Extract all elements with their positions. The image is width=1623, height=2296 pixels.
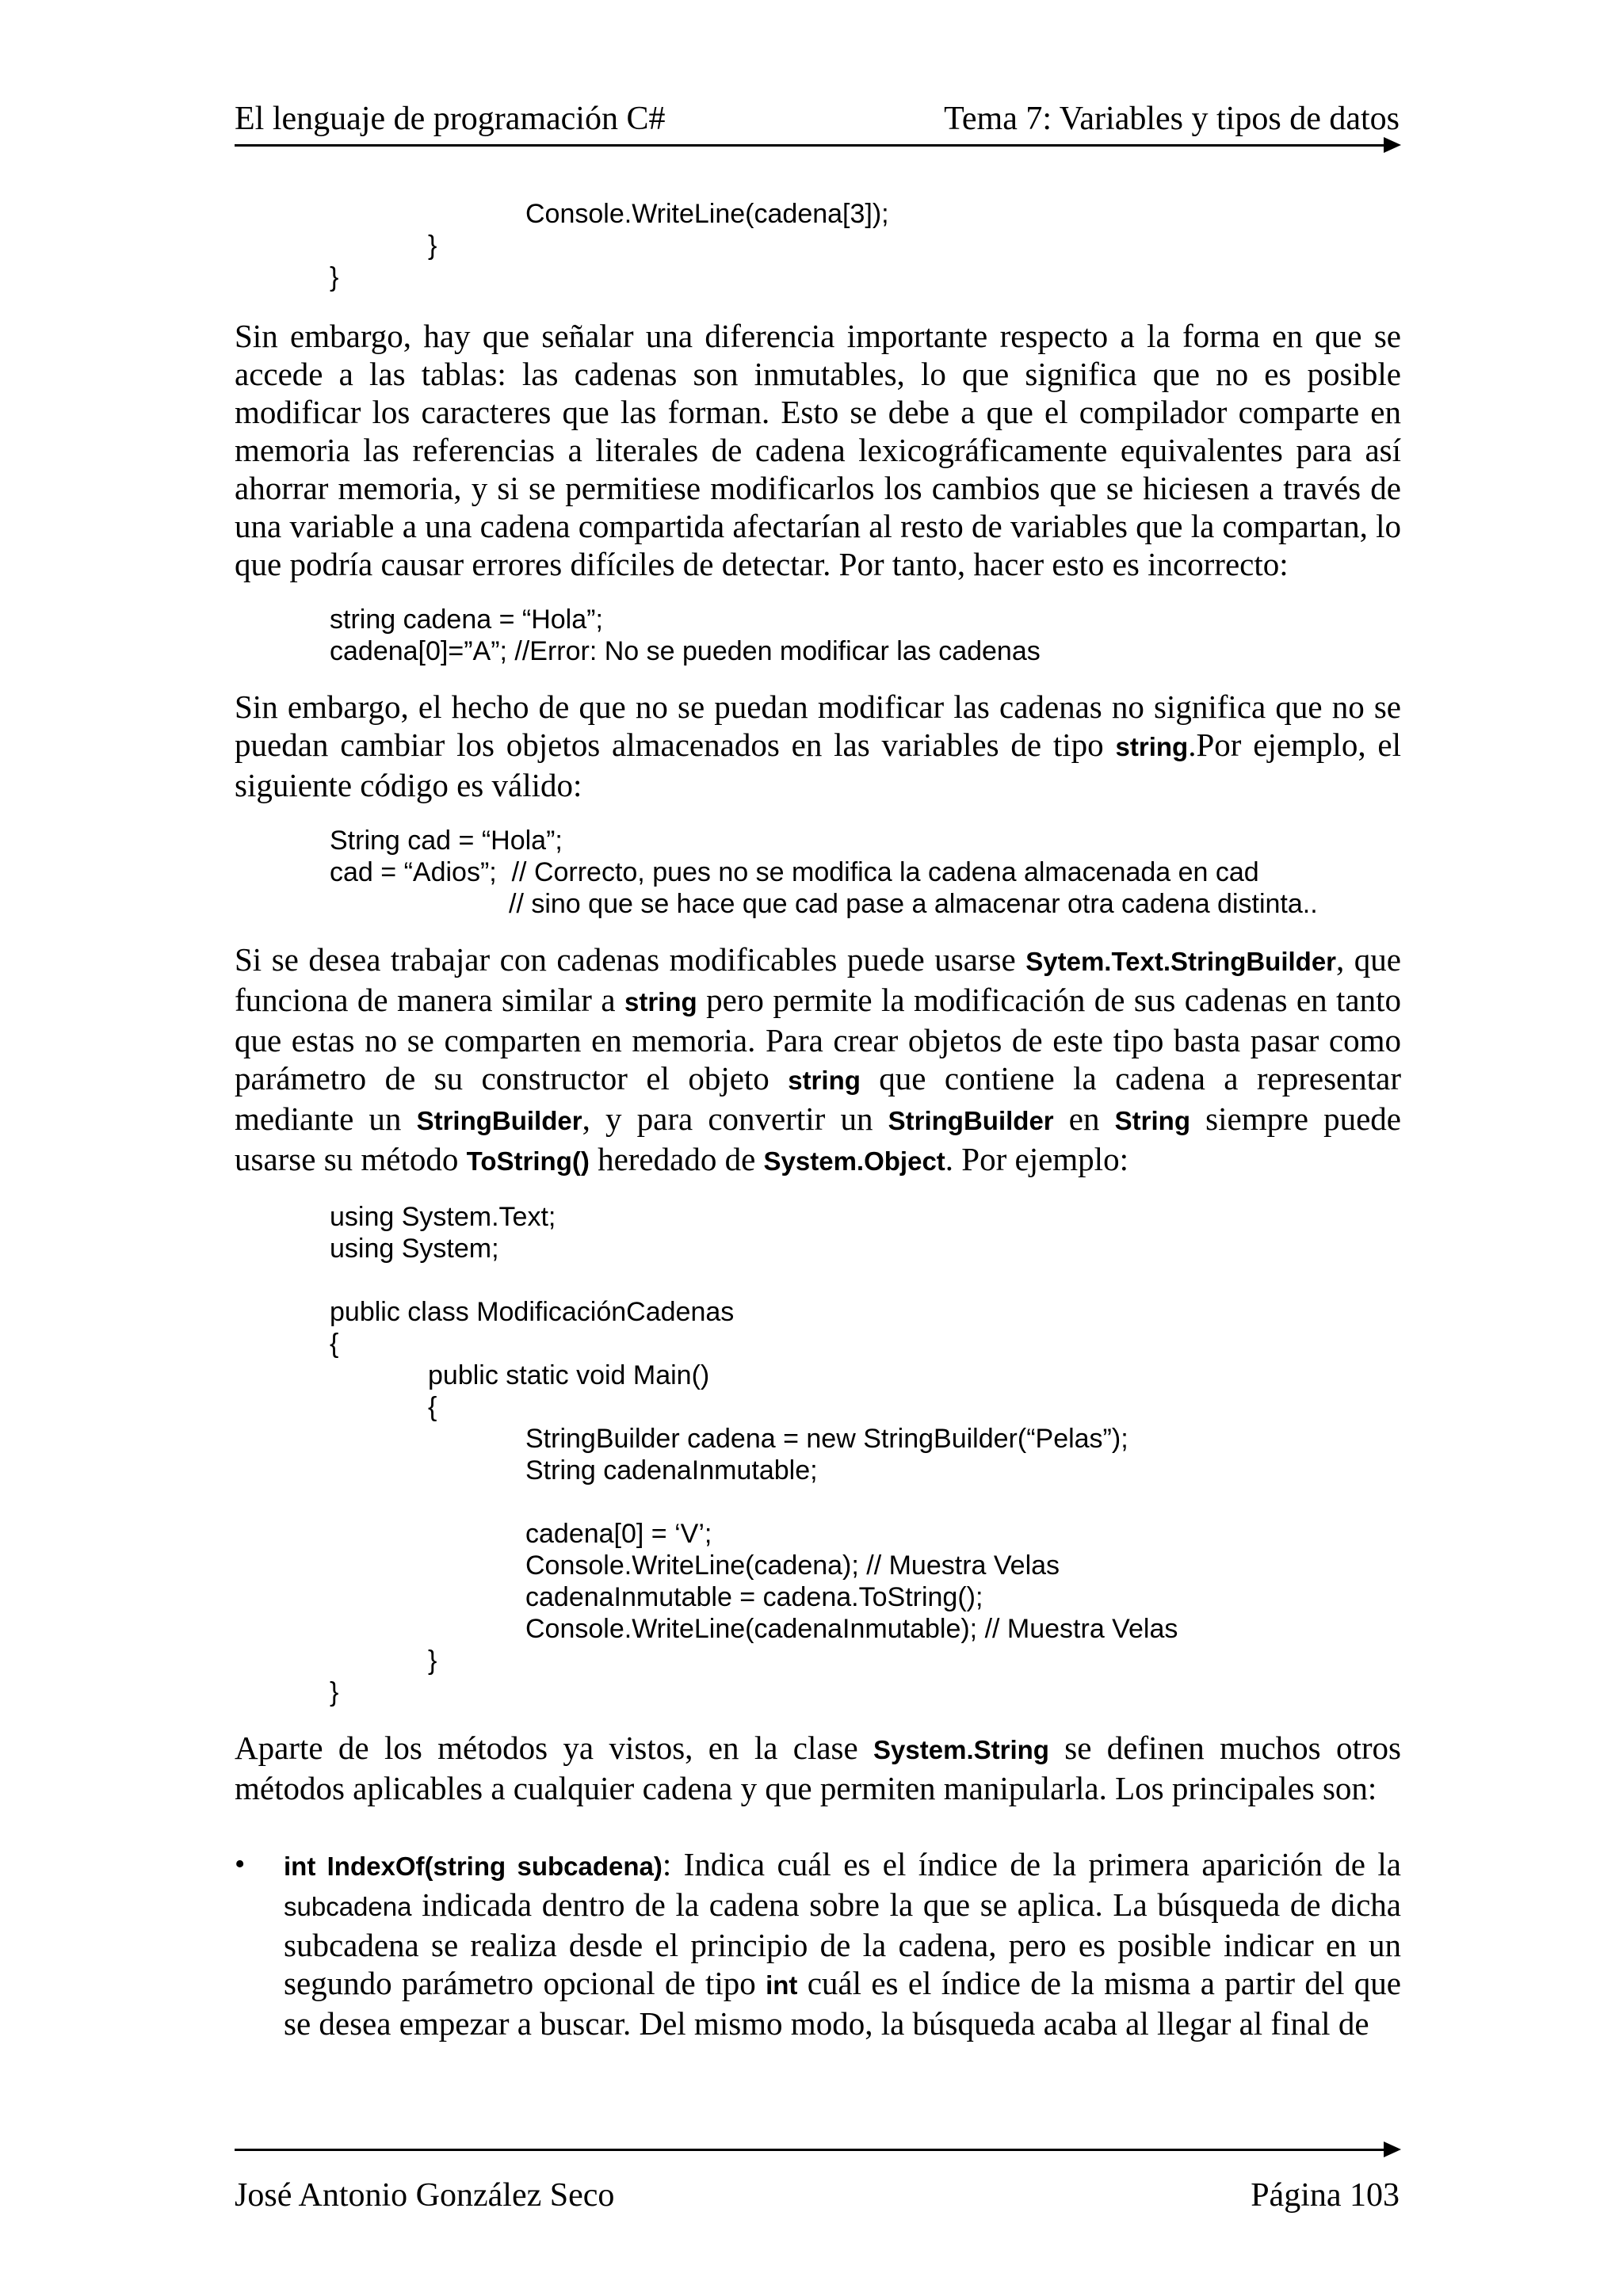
- code-line: Console.WriteLine(cadenaInmutable); // Muestra Velas: [525, 1614, 1178, 1644]
- text-run: indicada dentro de la cadena sobre la que se aplica. La búsqueda de dicha subcadena se realiza desde el principio de la cadena, pero es posible indicar en un segundo parámetro opcional de tipo: [284, 1886, 1401, 2001]
- code-line: public static void Main(): [428, 1360, 710, 1390]
- keyword: int: [766, 1970, 798, 2000]
- code-line: public class ModificaciónCadenas: [330, 1297, 735, 1327]
- code-line: }: [428, 1646, 437, 1676]
- paragraph-3: [235, 940, 1401, 1180]
- text-run: . Por ejemplo:: [945, 1141, 1128, 1177]
- code-line: }: [330, 262, 339, 292]
- header-rule: [235, 144, 1385, 147]
- text-run: , que funciona de manera similar a: [235, 941, 1401, 1018]
- list-item: [284, 1845, 1401, 2042]
- text-run: que contiene la cadena a representar mediante un: [235, 1060, 1401, 1137]
- text-run: se definen muchos otros métodos aplicables a cualquier cadena y que permiten manipularla. Los principales son:: [235, 1730, 1401, 1806]
- code-block-4: [235, 1201, 1401, 1708]
- code-line: String cadenaInmutable;: [525, 1455, 818, 1486]
- text-run: .Por ejemplo, el siguiente código es válido:: [235, 727, 1401, 803]
- footer-rule: [235, 2149, 1385, 2151]
- code-line: }: [330, 1677, 339, 1707]
- bullet-icon: •: [235, 1848, 246, 1881]
- header-chapter: Tema 7: Variables y tipos de datos: [944, 101, 1400, 137]
- code-line: Console.WriteLine(cadena[3]);: [525, 199, 889, 229]
- text-run: Sin embargo, el hecho de que no se puedan modificar las cadenas no significa que no se puedan cambiar los objetos almacenados en las variables de tipo: [235, 688, 1401, 763]
- keyword: ToString(): [466, 1146, 590, 1176]
- paragraph-1: Sin embargo, hay que señalar una diferencia importante respecto a la forma en que se accede a las tablas: las cadenas son inmutables, lo que significa que no es posible modificar los caracteres que las forman. Esto se debe a que el compilador comparte en memoria las referencias a literales de cadena lexicográficamente equivalentes para así ahorrar memoria, y si se permitiese modificarlos los cambios que se hiciesen a través de una variable a una cadena compartida afectarían al resto de variables que la compartan, lo que podría causar errores difíciles de detectar. Por tanto, hacer esto es incorrecto:: [235, 318, 1401, 582]
- code-line: cadenaInmutable = cadena.ToString();: [525, 1582, 983, 1612]
- text-run: Aparte de los métodos ya vistos, en la clase: [235, 1730, 874, 1766]
- text-run: pero permite la modificación de sus cadenas en tanto que estas no se comparten en memoria. Para crear objetos de este tipo basta pasar como parámetro de su constructor el objeto: [235, 982, 1401, 1097]
- text-run: siempre puede usarse su método: [235, 1100, 1401, 1177]
- page-content: [235, 198, 1401, 2042]
- code-line: // sino que se hace que cad pase a almacenar otra cadena distinta..: [509, 889, 1318, 919]
- text-run: : Indica cuál es el índice de la primera aparición de la: [662, 1846, 1402, 1882]
- text-run: heredado de: [589, 1141, 764, 1177]
- keyword: Sytem.Text.StringBuilder: [1025, 947, 1337, 976]
- text-run: subcadena: [284, 1892, 412, 1921]
- code-line: cadena[0]=”A”; //Error: No se pueden modificar las cadenas: [330, 636, 1041, 666]
- header-title: El lenguaje de programación C#: [235, 101, 666, 137]
- code-block-2: [235, 604, 1401, 667]
- keyword: string: [1115, 732, 1189, 761]
- code-line: cadena[0] = ‘V’;: [525, 1519, 712, 1549]
- keyword: string: [788, 1066, 861, 1095]
- code-block-1: [235, 198, 1401, 293]
- keyword: StringBuilder: [888, 1106, 1054, 1135]
- keyword: int IndexOf(string subcadena): [284, 1852, 663, 1881]
- keyword: string: [624, 987, 697, 1016]
- code-line: String cad = “Hola”;: [330, 826, 563, 856]
- code-line: using System.Text;: [330, 1202, 556, 1232]
- keyword: String: [1114, 1106, 1190, 1135]
- keyword: StringBuilder: [416, 1106, 582, 1135]
- code-line: {: [428, 1392, 437, 1422]
- code-block-3: [235, 825, 1401, 920]
- keyword: System.String: [873, 1735, 1049, 1764]
- paragraph-4: [235, 1729, 1401, 1807]
- code-line: cad = “Adios”; // Correcto, pues no se modifica la cadena almacenada en cad: [330, 857, 1259, 887]
- code-line: StringBuilder cadena = new StringBuilder(“Pelas”);: [525, 1424, 1128, 1454]
- text-run: , y para convertir un: [582, 1100, 888, 1137]
- text-run: en: [1053, 1100, 1115, 1137]
- page-number: Página 103: [1251, 2177, 1400, 2214]
- text-run: Si se desea trabajar con cadenas modificables puede usarse: [235, 941, 1026, 978]
- code-line: Console.WriteLine(cadena); // Muestra Velas: [525, 1550, 1060, 1581]
- keyword: System.Object: [763, 1146, 945, 1176]
- code-line: string cadena = “Hola”;: [330, 605, 603, 635]
- method-list: [235, 1845, 1401, 2042]
- code-line: }: [428, 231, 437, 261]
- footer-author: José Antonio González Seco: [235, 2177, 615, 2214]
- text-run: cuál es el índice de la misma a partir del que se desea empezar a buscar. Del mismo modo, la búsqueda acaba al llegar al final de: [284, 1965, 1402, 2042]
- code-line: using System;: [330, 1234, 499, 1264]
- paragraph-2: [235, 688, 1401, 804]
- code-line: {: [330, 1329, 339, 1359]
